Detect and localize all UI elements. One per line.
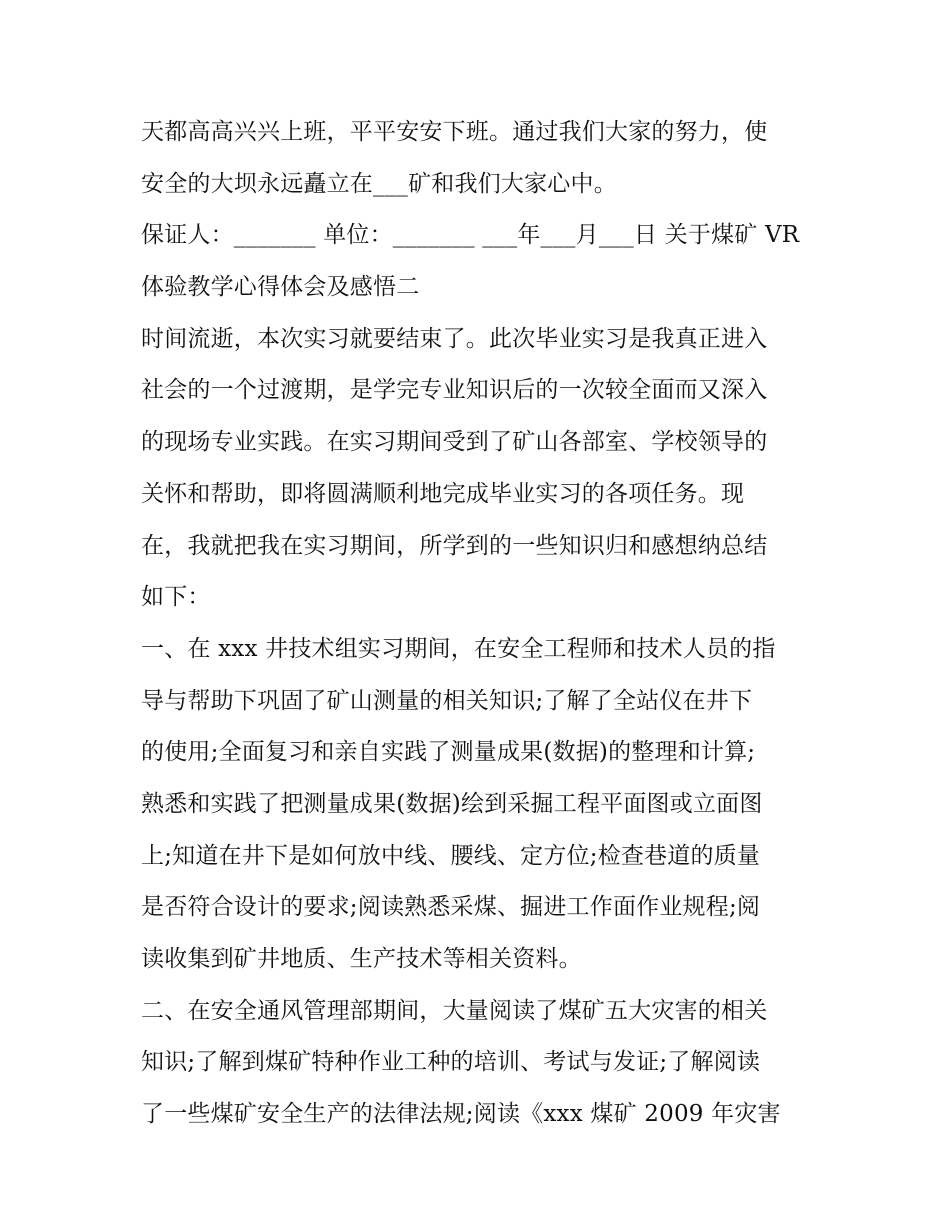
- text-line: 了一些煤矿安全生产的法律法规;阅读《xxx 煤矿 2009 年灾害: [141, 1101, 781, 1128]
- text-line: 的使用;全面复习和亲自实践了测量成果(数据)的整理和计算;: [141, 739, 756, 766]
- text-line: 关怀和帮助，即将圆满顺利地完成毕业实习的各项任务。现: [141, 480, 745, 507]
- text-line: 读收集到矿井地质、生产技术等相关资料。: [141, 946, 582, 972]
- text-line: 上;知道在井下是如何放中线、腰线、定方位;检查巷道的质量: [141, 842, 761, 869]
- text-line: 熟悉和实践了把测量成果(数据)绘到采掘工程平面图或立面图: [141, 790, 763, 817]
- text-line: 导与帮助下巩固了矿山测量的相关知识;了解了全站仪在井下: [141, 687, 753, 714]
- text-line: 时间流逝，本次实习就要结束了。此次毕业实习是我真正进入: [141, 325, 768, 352]
- text-line: 一、在 xxx 井技术组实习期间，在安全工程师和技术人员的指: [141, 635, 776, 662]
- text-line: 社会的一个过渡期，是学完专业知识后的一次较全面而又深入: [141, 377, 768, 404]
- signature-line: 保证人：_______ 单位：_______ ___年___月___日 关于煤矿 VR: [141, 222, 800, 249]
- text-line: 是否符合设计的要求;阅读熟悉采煤、掘进工作面作业规程;阅: [141, 894, 761, 921]
- text-line: 天都高高兴兴上班，平平安安下班。通过我们大家的努力，使: [141, 119, 768, 145]
- text-line: 在，我就把我在实习期间，所学到的一些知识归和感想纳总结: [141, 532, 768, 559]
- text-line: 的现场专业实践。在实习期间受到了矿山各部室、学校领导的: [141, 429, 768, 456]
- text-line: 知识;了解到煤矿特种作业工种的培训、考试与发证;了解阅读: [141, 1049, 761, 1076]
- text-line: 如下：: [141, 584, 211, 611]
- text-line: 二、在安全通风管理部期间，大量阅读了煤矿五大灾害的相关: [141, 997, 768, 1024]
- document-page: [141, 107, 813, 1141]
- section-title-line: 体验教学心得体会及感悟二: [141, 274, 420, 301]
- text-line: 安全的大坝永远矗立在___矿和我们大家心中。: [141, 170, 617, 197]
